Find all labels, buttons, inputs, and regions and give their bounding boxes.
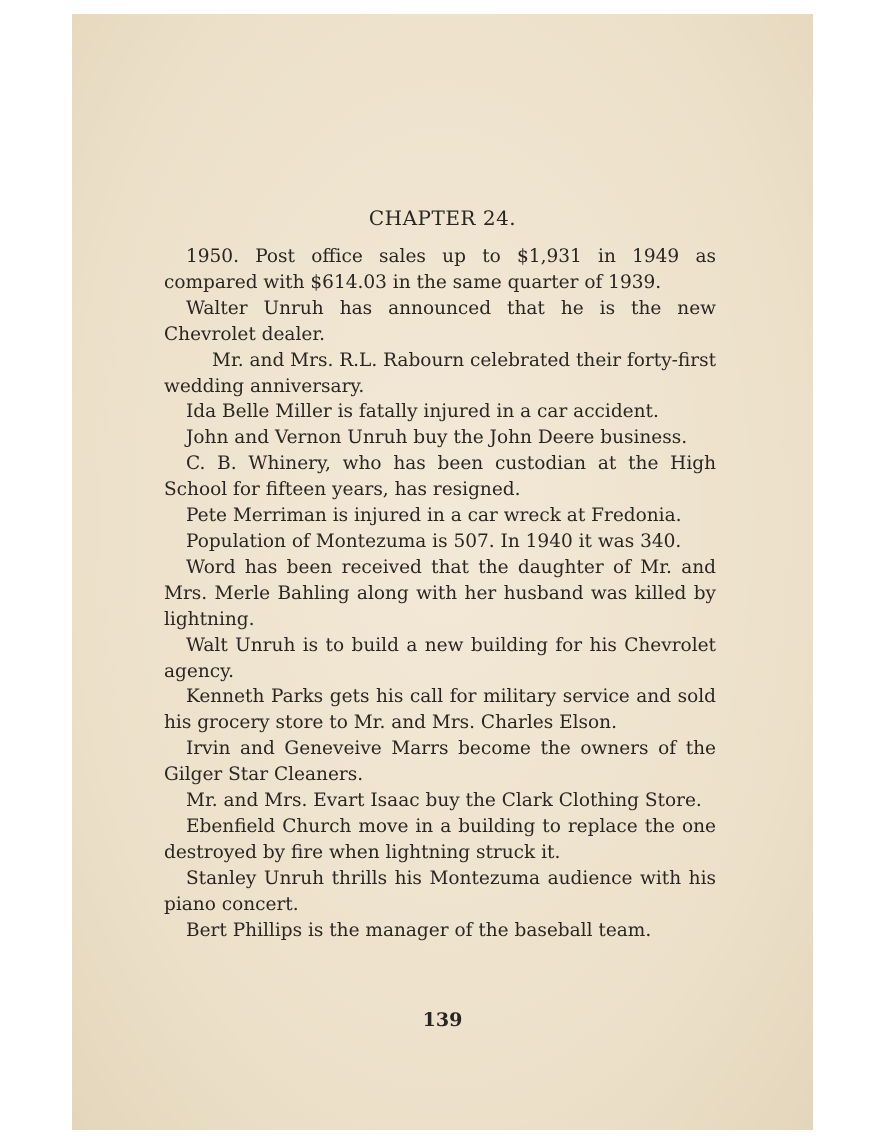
paragraph-8: Population of Montezuma is 507. In 1940 it was 340. [186, 530, 682, 552]
paragraph-4: Ida Belle Miller is fatally injured in a car accident. [186, 401, 659, 423]
paragraph-14: Ebenfield Church move in a building to replace the one destroyed by fire when lightning struck it. [164, 815, 716, 863]
paragraph-1: 1950. Post office sales up to $1,931 in 1949 as compared with $614.03 in the same quarter of 1939. [164, 246, 716, 293]
paragraph-2: Walter Unruh has announced that he is the new Chevrolet dealer. [164, 297, 716, 345]
paragraph-12: Irvin and Geneveive Marrs become the owners of the Gilger Star Cleaners. [164, 738, 716, 786]
page-number: 139 [422, 1009, 463, 1031]
paragraph-15: Stanley Unruh thrills his Montezuma audience with his piano concert. [164, 867, 716, 915]
paragraph-5: John and Vernon Unruh buy the John Deere business. [186, 427, 688, 449]
paragraph-16: Bert Phillips is the manager of the baseball team. [186, 919, 652, 941]
paragraph-10: Walt Unruh is to build a new building for his Chevrolet agency. [164, 634, 716, 682]
paragraph-13: Mr. and Mrs. Evart Isaac buy the Clark Clothing Store. [186, 790, 702, 812]
paragraph-7: Pete Merriman is injured in a car wreck at Fredonia. [186, 505, 682, 527]
page-body [164, 244, 716, 943]
paragraph-11: Kenneth Parks gets his call for military service and sold his grocery store to Mr. and Mrs. Charles Elson. [164, 686, 716, 734]
book-page [72, 14, 813, 1130]
paragraph-3: Mr. and Mrs. R.L. Rabourn celebrated their forty-first wedding anniversary. [164, 349, 717, 397]
chapter-title: CHAPTER 24. [368, 206, 517, 230]
paragraph-6: C. B. Whinery, who has been custodian at the High School for fifteen years, has resigned. [164, 453, 716, 501]
paragraph-9: Word has been received that the daughter of Mr. and Mrs. Merle Bahling along with her husband was killed by lightning. [164, 556, 716, 630]
